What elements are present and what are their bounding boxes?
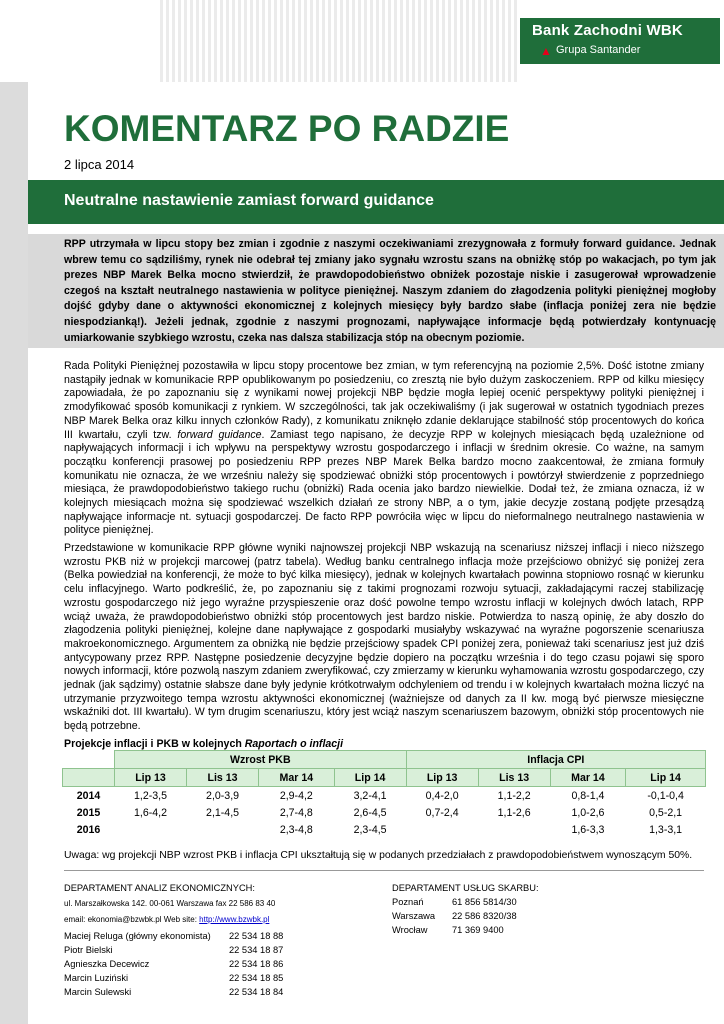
footer-right <box>392 881 539 937</box>
header-decoration <box>160 0 520 82</box>
paragraph-1-part-b: . Zamiast tego napisano, że decyzje RPP w kolejnych miesiącach będą uzależnione od napływających informacji i ich wpływu na perspektywy wzrostu gospodarczego i inflacji w średnim okresie. Co ważne, na samym początku konferencji prasowej po posiedzeniu RPP prezes NBP Marek Belka bardzo mocno zaakcentował, że zmiana formuły komunikatu nie oznacza, że we wrześniu należy się spodziewać obniżki stóp procentowych i powtórzył stwierdzenie z poprzedniego miesiąca, że prawdopodobieństwo takiego ruchu (obniżki) Rada ocenia jako bardzo niewielkie. Dodał też, że zmiana oznacza, iż w kolejnych miesiącach można się spodziewać wszelkich działań ze strony NBP, a o tym, jakie decyzje zostaną podjęte przesądzą napływające informacje nt. sytuacji gospodarczej. De facto RPP powróciła więc w lipcu do nieformalnego neutralnego nastawienia w polityce pieniężnej. <box>64 428 704 537</box>
address: ul. Marszałkowska 142. 00-061 Warszawa fax 22 586 83 40 <box>64 899 276 908</box>
row-year: 2016 <box>76 823 101 836</box>
table-caption-emphasis: Raportach o inflacji <box>244 738 344 750</box>
page-title: KOMENTARZ PO RADZIE <box>64 108 510 149</box>
table-corner <box>63 751 115 769</box>
dept-right-title: DEPARTAMENT USŁUG SKARBU: <box>392 883 539 893</box>
table-caption <box>64 738 343 750</box>
column-header-row <box>63 769 706 787</box>
table-cell: 0,7-2,4 <box>425 806 459 819</box>
paragraph-1 <box>64 360 704 538</box>
table-cell <box>478 821 550 838</box>
table-cell: 3,2-4,1 <box>353 789 387 802</box>
person-name: Marcin Sulewski <box>64 987 132 997</box>
office-phone: 61 856 5814/30 <box>452 897 517 907</box>
table-cell: 0,4-2,0 <box>425 789 459 802</box>
gdp-group-header: Wzrost PKB <box>115 751 407 769</box>
table-row <box>63 787 706 805</box>
row-year: 2014 <box>76 789 101 802</box>
person-phone: 22 534 18 85 <box>229 973 284 983</box>
list-item <box>64 943 283 957</box>
people-list <box>64 929 283 999</box>
table-cell: 1,2-3,5 <box>134 789 167 802</box>
table-cell: 0,5-2,1 <box>649 806 683 819</box>
column-header: Lip 14 <box>334 769 406 787</box>
paragraph-1-part-a: Rada Polityki Pieniężnej pozostawiła w lipcu stopy procentowe bez zmian, w tym referencyjną na poziomie 2,5%. Dość istotne zmiany nastąpiły jednak w komunikacie RPP opublikowanym po posiedzeniu, co zresztą nie było dużym zaskoczeniem. RPP od kilku miesięcy zapowiadała, że po zapoznaniu się z wynikami nowej projekcji NBP będzie mogła lepiej ocenić perspektywy polityki pieniężnej i zmodyfikować sposób komunikacji z rynkiem. W szczególności, tak jak oczekiwaliśmy (i jak sugerował w ostatnich tygodniach prezes NBP Marek Belka oraz kilku innych członków Rady), z komunikatu zniknęło zdanie deklarujące stabilność stóp procentowych do końca III kwartału, czyli tzw. <box>64 360 704 441</box>
list-item <box>392 923 539 937</box>
column-header: Mar 14 <box>259 769 335 787</box>
table-cell: 2,1-4,5 <box>206 806 240 819</box>
bank-name: Bank Zachodni WBK <box>532 22 683 39</box>
table-cell: 1,0-2,6 <box>571 806 605 819</box>
table-corner-2 <box>63 769 115 787</box>
column-header: Lip 14 <box>626 769 706 787</box>
column-header: Lis 13 <box>478 769 550 787</box>
table-row <box>63 804 706 821</box>
cpi-group-header: Inflacja CPI <box>406 751 705 769</box>
table-cell: -0,1-0,4 <box>647 789 684 802</box>
paragraph-2: Przedstawione w komunikacie RPP główne wyniki najnowszej projekcji NBP wskazują na scenariusz niższej inflacji i nieco niższego wzrostu PKB niż w projekcji marcowej (patrz tabela). Według banku centralnego inflacja może przejściowo obniżyć się poniżej zera (Belka powiedział na konferencji, że może to być kilka miesięcy), jednak w kolejnych kwartałach powinna stopniowo rosnąć w kierunku celu inflacyjnego. Warto podkreślić, że, po zapoznaniu się z takimi prognozami rozwoju sytuacji, zakładającymi raczej stabilizację wzrostu gospodarczego niż jego wyraźne przyspieszenie oraz dość powolne tempo wzrostu inflacji w kolejnych dwóch latach, RPP wciąż uważa, że prawdopodobieństwo obniżki stóp procentowych jest bardzo niskie. Potwierdza to naszą opinię, że aby doszło do złagodzenia polityki pieniężnej, kolejne dane napływające z gospodarki musiałyby wskazywać na wyraźne pogorszenie scenariusza makroekonomicznego. Argumentem za obniżką nie będzie przejściowy spadek CPI poniżej zera, ponieważ taki scenariusz jest już dziś antycypowany przez RPP. Następne posiedzenie decyzyjne będzie dopiero na początku września i do tego czasu pojawi się sporo nowych informacji, które pozwolą naszym zdaniem zweryfikować, czy zmierzamy w kierunku wyhamowania wzrostu gospodarczego, czy jednak (jak sądzimy) ostatnie słabsze dane były jedynie krótkotrwałym odchyleniem od trendu i w kolejnych kwartałach można liczyć na utrzymanie przyzwoitego tempa wzrostu aktywności ekonomicznej (ważniejsze od danych za II kw. mogą być pierwsze miesięczne wskaźniki dot. III kwartału). W tym drugim scenariuszu, który jest wciąż naszym scenariuszem bazowym, obniżki stóp procentowych nie będą potrzebne. <box>64 542 704 733</box>
paragraph-1-emphasis: forward guidance <box>177 428 262 441</box>
dept-left-title: DEPARTAMENT ANALIZ EKONOMICZNYCH: <box>64 883 255 893</box>
table-cell <box>115 821 187 838</box>
row-year: 2015 <box>76 806 101 819</box>
subtitle-banner <box>28 180 724 224</box>
table-row <box>63 821 706 838</box>
group-name: Grupa Santander <box>556 44 641 56</box>
person-name: Marcin Luziński <box>64 973 129 983</box>
office-city: Poznań <box>392 897 424 907</box>
table-cell: 2,6-4,5 <box>353 806 387 819</box>
person-name: Piotr Bielski <box>64 945 113 955</box>
website-link[interactable]: http://www.bzwbk.pl <box>199 915 270 924</box>
report-date: 2 lipca 2014 <box>64 157 135 172</box>
table-cell: 1,6-3,3 <box>571 823 605 836</box>
table-caption-text: Projekcje inflacji i PKB w kolejnych <box>64 738 245 750</box>
column-header: Lis 13 <box>187 769 259 787</box>
person-phone: 22 534 18 87 <box>229 945 284 955</box>
office-phone: 71 369 9400 <box>452 925 504 935</box>
column-header: Lip 13 <box>115 769 187 787</box>
table-cell <box>406 821 478 838</box>
list-item <box>392 895 539 909</box>
table-cell: 1,1-2,2 <box>497 789 531 802</box>
table-cell: 2,3-4,5 <box>353 823 387 836</box>
list-item <box>64 985 283 999</box>
table-cell: 2,9-4,2 <box>279 789 313 802</box>
santander-flame-icon: ▲ <box>540 44 552 58</box>
office-city: Warszawa <box>392 911 436 921</box>
subtitle: Neutralne nastawienie zamiast forward guidance <box>64 192 434 209</box>
table-cell <box>187 821 259 838</box>
table-cell: 1,6-4,2 <box>134 806 167 819</box>
table-note: Uwaga: wg projekcji NBP wzrost PKB i inflacja CPI ukształtują się w podanych przedziałach z prawdopodobieństwem wynoszącym 50%. <box>64 850 693 861</box>
contact-line <box>64 913 283 927</box>
table-cell: 1,3-3,1 <box>649 823 683 836</box>
person-phone: 22 534 18 84 <box>229 987 284 997</box>
person-phone: 22 534 18 86 <box>229 959 284 969</box>
column-header: Lip 13 <box>406 769 478 787</box>
left-margin-bar <box>0 82 28 1024</box>
office-city: Wrocław <box>392 925 428 935</box>
person-name: Maciej Reluga (główny ekonomista) <box>64 931 211 941</box>
bank-logo <box>520 18 720 64</box>
column-header: Mar 14 <box>550 769 626 787</box>
office-phone: 22 586 8320/38 <box>452 911 517 921</box>
summary-text: RPP utrzymała w lipcu stopy bez zmian i zgodnie z naszymi oczekiwaniami zrezygnowała z formuły forward guidance. Jednak wbrew temu co sądziliśmy, rynek nie odebrał tej zmiany jako sygnału wzrostu szans na obniżkę stóp po wakacjach, po tym jak prezes NBP Marek Belka mocno stwierdził, że prawdopodobieństwo obniżek pozostaje niskie i zasugerował wprowadzenie czegoś na kształt neutralnego nastawienia w polityce pieniężnej. Naszym zdaniem do złagodzenia polityki pieniężnej mogłoby dojść gdyby dane o aktywności ekonomicznej z kolejnych miesięcy były bardzo słabe (inflacja poniżej zera nie będzie niespodzianką!). Jeżeli jednak, zgodnie z naszymi prognozami, napływające informacje będą potwierdzały kontynuację umiarkowanie szybkiego wzrostu, czeka nas dalsza stabilizacja stóp na obecnym poziomie. <box>64 238 716 344</box>
table-cell: 2,3-4,8 <box>279 823 313 836</box>
list-item <box>64 971 283 985</box>
table-cell: 1,1-2,6 <box>497 806 531 819</box>
summary-box <box>28 234 724 348</box>
list-item <box>64 957 283 971</box>
projection-table <box>62 750 706 838</box>
table-cell: 0,8-1,4 <box>571 789 605 802</box>
person-phone: 22 534 18 88 <box>229 931 284 941</box>
list-item <box>392 909 539 923</box>
footer-divider <box>64 870 704 871</box>
person-name: Agnieszka Decewicz <box>64 959 150 969</box>
list-item <box>64 929 283 943</box>
footer-left <box>64 881 283 999</box>
table-cell: 2,7-4,8 <box>279 806 313 819</box>
email-text: email: ekonomia@bzwbk.pl Web site: <box>64 915 200 924</box>
table-cell: 2,0-3,9 <box>206 789 240 802</box>
